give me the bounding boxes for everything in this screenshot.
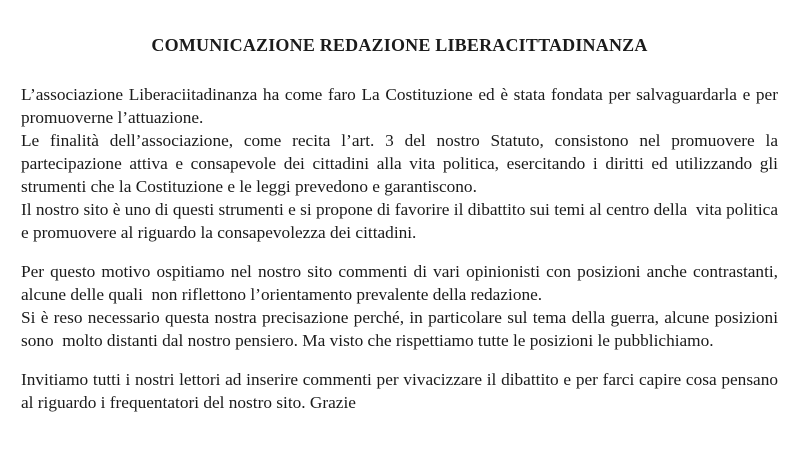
paragraph-block-invito <box>21 368 783 414</box>
paragraph: Il nostro sito è uno di questi strumenti e si propone di favorire il dibattito sui temi al centro della vita politica e promuovere al riguardo la consapevolezza dei cittadini. <box>21 200 783 242</box>
paragraph: Invitiamo tutti i nostri lettori ad inserire commenti per vivacizzare il dibattito e per farci capire cosa pensano al riguardo i frequentatori del nostro sito. Grazie <box>21 370 783 412</box>
paragraph: Per questo motivo ospitiamo nel nostro sito commenti di vari opinionisti con posizioni anche contrastanti, alcune delle quali non riflettono l’orientamento prevalente della redazione. <box>21 262 783 304</box>
paragraph: L’associazione Liberaciitadinanza ha come faro La Costituzione ed è stata fondata per salvaguardarla e per promuoverne l’attuazione. <box>21 85 783 127</box>
paragraph-block-precisazione <box>21 260 783 352</box>
paragraph-block-intro <box>21 83 783 244</box>
paragraph: Si è reso necessario questa nostra precisazione perché, in particolare sul tema della guerra, alcune posizioni sono molto distanti dal nostro pensiero. Ma visto che rispettiamo tutte le posizioni le pubblichiamo. <box>21 308 783 350</box>
paragraph: Le finalità dell’associazione, come recita l’art. 3 del nostro Statuto, consistono nel promuovere la partecipazione attiva e consapevole dei cittadini alla vita politica, esercitando i diritti ed utilizzando gli strumenti che la Costituzione e le leggi prevedono e garantiscono. <box>21 131 783 196</box>
document-title: COMUNICAZIONE REDAZIONE LIBERACITTADINANZA <box>151 35 648 55</box>
